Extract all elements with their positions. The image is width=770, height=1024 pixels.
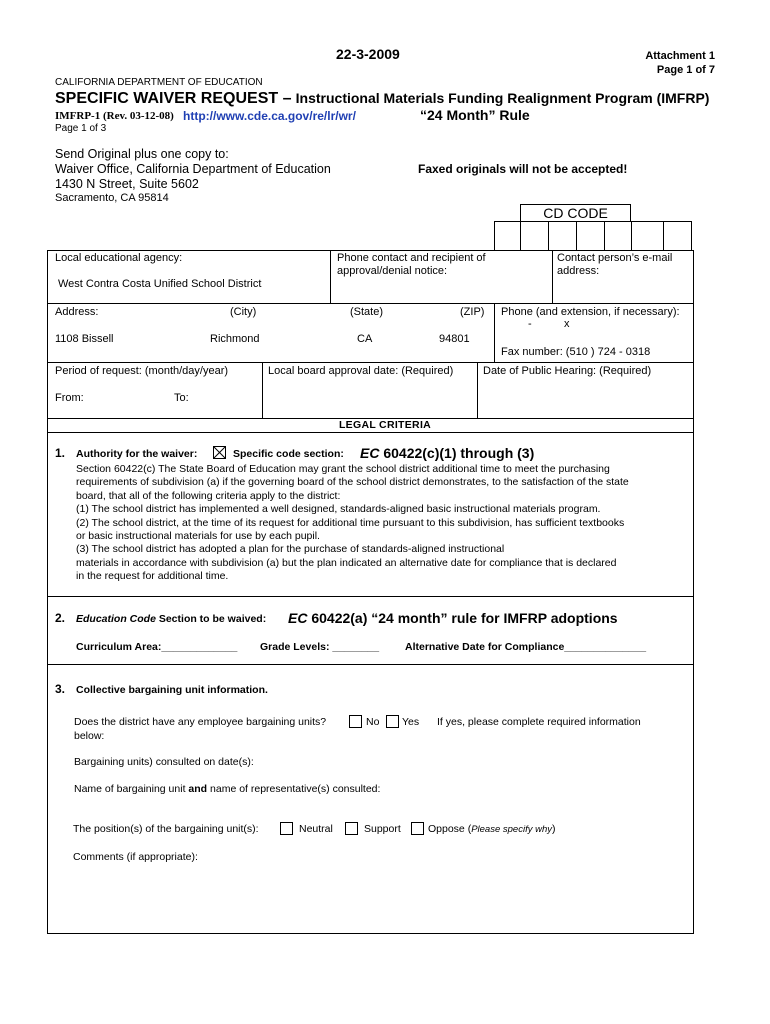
unit-name-label: Name of bargaining unit bbox=[74, 783, 186, 795]
and-word: and bbox=[188, 783, 208, 795]
lea-value[interactable]: West Contra Costa Unified School District bbox=[58, 278, 262, 290]
divider bbox=[47, 664, 694, 665]
lea-label: Local educational agency: bbox=[55, 252, 183, 264]
address-value[interactable]: 1108 Bissell bbox=[55, 333, 114, 345]
from-label: From: bbox=[55, 392, 84, 404]
if-yes-note: If yes, please complete required information bbox=[437, 716, 641, 728]
section-2-number: 2. bbox=[55, 611, 66, 625]
document-date: 22-3-2009 bbox=[336, 46, 400, 62]
alternative-date-field[interactable]: Alternative Date for Compliance______________ bbox=[405, 641, 647, 653]
specific-code-value bbox=[360, 445, 534, 461]
curriculum-area-field[interactable]: Curriculum Area:_____________ bbox=[76, 641, 238, 653]
send-address-office: Waiver Office, California Department of Education bbox=[55, 162, 331, 176]
bargaining-no-checkbox[interactable] bbox=[349, 715, 362, 728]
body-line: board, that all of the following criteria apply to the district: bbox=[76, 489, 341, 502]
divider bbox=[552, 250, 553, 303]
ec-abbrev: EC bbox=[360, 445, 380, 461]
fax-warning: Faxed originals will not be accepted! bbox=[418, 162, 628, 176]
divider bbox=[47, 596, 694, 597]
specific-code-label: Specific code section: bbox=[233, 448, 344, 460]
support-label: Support bbox=[364, 823, 401, 835]
divider bbox=[47, 303, 694, 304]
cd-code-divider bbox=[631, 221, 632, 251]
section-1-body bbox=[76, 463, 629, 584]
support-checkbox[interactable] bbox=[345, 822, 358, 835]
state-label: (State) bbox=[350, 306, 384, 318]
authority-checkbox[interactable] bbox=[213, 446, 226, 459]
body-line: (3) The school district has adopted a plan for the purchase of standards-aligned instructional bbox=[76, 543, 505, 556]
waived-code-section: 60422(a) “24 month” rule for IMFRP adoptions bbox=[311, 610, 618, 626]
divider bbox=[330, 250, 331, 303]
body-line: (2) The school district, at the time of its request for additional time pursuant to this subdivision, has sufficient textbooks bbox=[76, 516, 625, 529]
waived-code-value bbox=[288, 610, 618, 626]
send-address-street: 1430 N Street, Suite 5602 bbox=[55, 177, 199, 191]
waived-label: Section to be waived: bbox=[158, 613, 267, 625]
bargaining-yes-label: Yes bbox=[402, 716, 420, 728]
rule-name: “24 Month” Rule bbox=[420, 107, 530, 123]
email-label: Contact person’s e-mail bbox=[557, 252, 673, 264]
grade-levels-field[interactable]: Grade Levels: ________ bbox=[260, 641, 380, 653]
page-title-sub: Instructional Materials Funding Realignment Program (IMFRP) bbox=[295, 90, 710, 106]
cd-code-header bbox=[520, 204, 631, 222]
legal-criteria-heading: LEGAL CRITERIA bbox=[338, 419, 432, 431]
oppose-close: ) bbox=[552, 823, 556, 835]
position-label: The position(s) of the bargaining unit(s): bbox=[73, 823, 259, 835]
hearing-date-label: Date of Public Hearing: (Required) bbox=[483, 365, 652, 377]
oppose-label bbox=[428, 823, 556, 835]
email-label-2: address: bbox=[557, 265, 600, 277]
form-id: IMFRP-1 (Rev. 03-12-08) bbox=[55, 110, 174, 122]
cd-code-divider bbox=[520, 221, 521, 251]
checked-box-icon bbox=[213, 446, 226, 459]
neutral-label: Neutral bbox=[299, 823, 333, 835]
page-count: Page 1 of 7 bbox=[656, 64, 715, 76]
divider bbox=[477, 362, 478, 418]
send-instruction: Send Original plus one copy to: bbox=[55, 147, 229, 161]
board-approval-label: Local board approval date: (Required) bbox=[268, 365, 454, 377]
education-code-label: Education Code bbox=[76, 613, 156, 625]
body-line: in the request for additional time. bbox=[76, 570, 229, 583]
specify-why-note: Please specify why bbox=[471, 824, 552, 835]
divider bbox=[47, 432, 694, 433]
representative-label bbox=[74, 783, 380, 795]
authority-label: Authority for the waiver: bbox=[76, 448, 198, 460]
consulted-date-label: Bargaining units) consulted on date(s): bbox=[74, 756, 254, 768]
cd-code-label: CD CODE bbox=[543, 205, 608, 221]
bargaining-heading: Collective bargaining unit information. bbox=[76, 684, 268, 696]
cd-code-divider bbox=[576, 221, 577, 251]
to-label: To: bbox=[174, 392, 189, 404]
bargaining-question-2: below: bbox=[74, 730, 105, 742]
body-line: Section 60422(c) The State Board of Education may grant the school district additional time to meet the purchasing bbox=[76, 463, 610, 475]
state-value[interactable]: CA bbox=[357, 333, 373, 345]
send-address-city: Sacramento, CA 95814 bbox=[55, 192, 169, 204]
representative-name-label: name of representative(s) consulted: bbox=[210, 783, 381, 795]
divider bbox=[262, 362, 263, 418]
oppose-text: Oppose ( bbox=[428, 823, 472, 835]
bargaining-question: Does the district have any employee bargaining units? bbox=[74, 716, 327, 728]
attachment-label: Attachment 1 bbox=[645, 50, 715, 62]
section-3-number: 3. bbox=[55, 682, 66, 696]
body-line: or basic instructional materials for use by each pupil. bbox=[76, 530, 320, 543]
waiver-url-link[interactable]: http://www.cde.ca.gov/re/lr/wr/ bbox=[183, 109, 356, 123]
form-page: Page 1 of 3 bbox=[55, 123, 107, 134]
fax-number[interactable]: Fax number: (510 ) 724 - 0318 bbox=[501, 346, 651, 358]
phone-ext-x: x bbox=[564, 318, 570, 330]
neutral-checkbox[interactable] bbox=[280, 822, 293, 835]
bargaining-no-label: No bbox=[366, 716, 380, 728]
zip-value[interactable]: 94801 bbox=[439, 333, 470, 345]
body-line: materials in accordance with subdivision (a) but the plan indicated an alternative date for compliance that is declared bbox=[76, 556, 617, 569]
city-value[interactable]: Richmond bbox=[210, 333, 260, 345]
code-section: 60422(c)(1) through (3) bbox=[383, 445, 535, 461]
city-label: (City) bbox=[230, 306, 257, 318]
cd-code-divider bbox=[604, 221, 605, 251]
cd-code-divider bbox=[663, 221, 664, 251]
cd-code-divider bbox=[548, 221, 549, 251]
phone-dash: - bbox=[528, 318, 532, 330]
zip-label: (ZIP) bbox=[460, 306, 485, 318]
phone-contact-label: Phone contact and recipient of bbox=[337, 252, 486, 264]
divider bbox=[47, 362, 694, 363]
period-label: Period of request: (month/day/year) bbox=[55, 365, 229, 377]
oppose-checkbox[interactable] bbox=[411, 822, 424, 835]
ec-abbrev: EC bbox=[288, 610, 308, 626]
phone-ext-label: Phone (and extension, if necessary): bbox=[501, 306, 680, 318]
body-line: requirements of subdivision (a) if the governing board of the school district demonstrates, to the satisfaction of the state bbox=[76, 476, 629, 489]
bargaining-yes-checkbox[interactable] bbox=[386, 715, 399, 728]
page-title bbox=[55, 90, 709, 108]
section-2-label bbox=[76, 613, 266, 625]
page-title-main: SPECIFIC WAIVER REQUEST – bbox=[55, 90, 292, 107]
divider bbox=[494, 303, 495, 363]
phone-contact-label-2: approval/denial notice: bbox=[337, 265, 448, 277]
department-name: CALIFORNIA DEPARTMENT OF EDUCATION bbox=[55, 77, 263, 88]
section-1-number: 1. bbox=[55, 446, 66, 460]
comments-label: Comments (if appropriate): bbox=[73, 851, 198, 863]
address-label: Address: bbox=[55, 306, 99, 318]
body-line: (1) The school district has implemented a well designed, standards-aligned basic instructional materials program. bbox=[76, 503, 601, 516]
